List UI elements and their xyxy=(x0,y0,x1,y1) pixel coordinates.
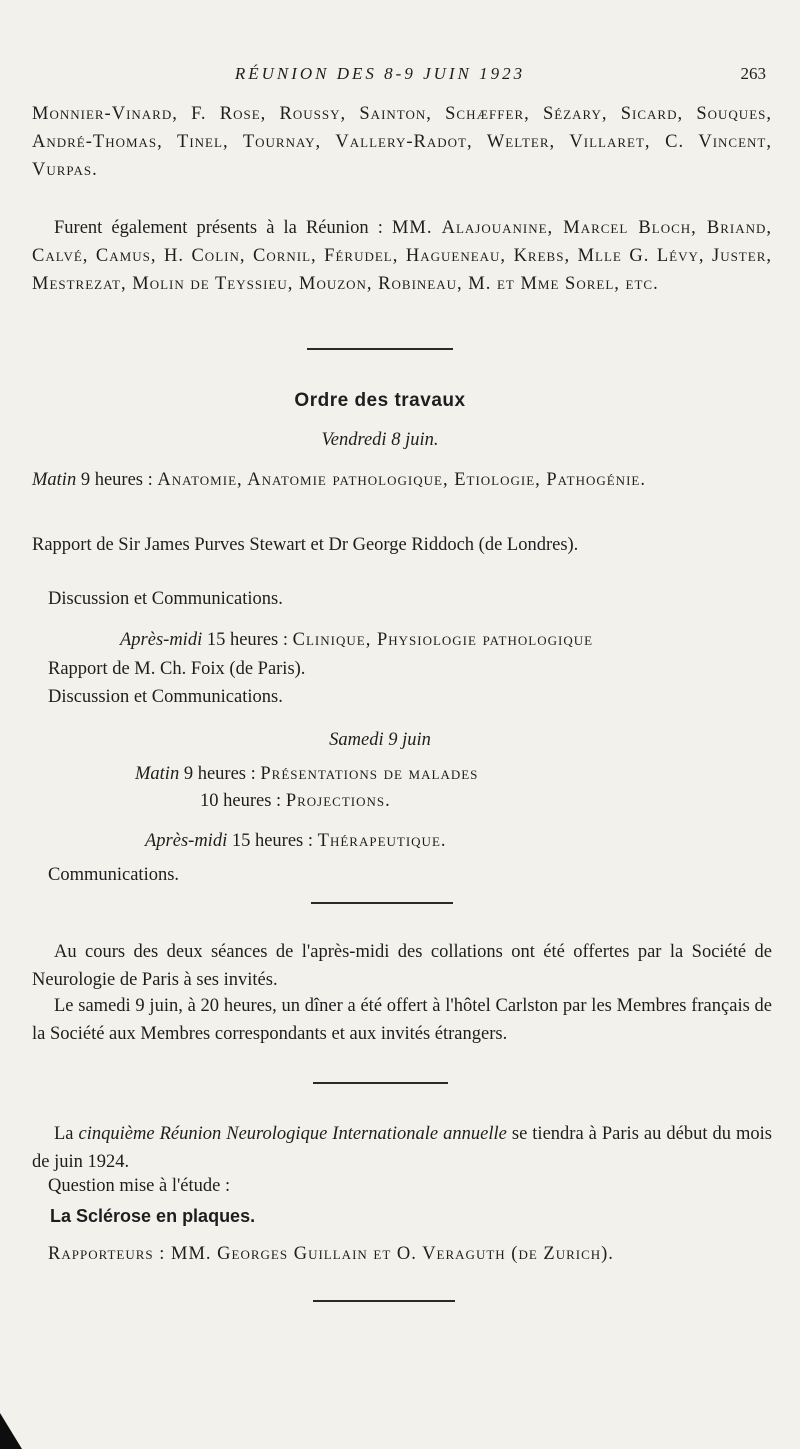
morning-label: Matin xyxy=(32,470,77,490)
sat-morning-label: Matin xyxy=(135,764,180,784)
discussion-1: Discussion et Communications. xyxy=(48,589,283,609)
present-names: MM. Alajouanine, Marcel Bloch, Briand, Calvé, Camus, H. Colin, Cornil, Férudel, Hagueneau, Krebs, Mlle G. Lévy, Juster, Mestrezat, Molin de Teyssieu, Mouzon, Robineau, M. et Mme Sorel, etc. xyxy=(32,218,772,294)
next-meeting-prefix: La xyxy=(54,1124,79,1144)
discussion-2: Discussion et Communications. xyxy=(48,687,283,707)
divider xyxy=(313,1082,448,1084)
sat-morning-topic: Présentations de malades xyxy=(260,764,479,784)
communications: Communications. xyxy=(48,865,180,885)
study-topic: La Sclérose en plaques. xyxy=(50,1206,256,1226)
morning-topics: Anatomie, Anatomie pathologique, Etiologie, Pathogénie. xyxy=(157,470,646,490)
friday-afternoon-session xyxy=(120,630,593,651)
afternoon-time: 15 heures : xyxy=(202,630,293,650)
saturday-morning-session xyxy=(135,764,478,785)
page-number: 263 xyxy=(740,64,766,83)
saturday-afternoon-session xyxy=(145,831,447,852)
rapporteurs xyxy=(48,1244,614,1265)
report-2: Rapport de M. Ch. Foix (de Paris). xyxy=(48,659,306,679)
section-title: Ordre des travaux xyxy=(294,390,466,411)
question-label: Question mise à l'étude : xyxy=(48,1176,231,1196)
day-heading-saturday: Samedi 9 juin xyxy=(329,730,431,750)
divider xyxy=(311,902,453,904)
next-meeting-name: cinquième Réunion Neurologique Internationale annuelle xyxy=(78,1124,507,1144)
present-members-paragraph xyxy=(32,214,772,298)
next-meeting-suffix: se tiendra à Paris au début du mois de juin 1924. xyxy=(32,1124,772,1172)
sat-afternoon-time: 15 heures : xyxy=(227,831,318,851)
next-meeting-announcement xyxy=(32,1120,772,1176)
afternoon-label: Après-midi xyxy=(120,630,203,650)
present-intro: Furent également présents à la Réunion : xyxy=(54,218,392,238)
afternoon-topics: Clinique, Physiologie pathologique xyxy=(292,630,594,650)
sat-afternoon-label: Après-midi xyxy=(145,831,228,851)
sat-afternoon-topic: Thérapeutique. xyxy=(317,831,447,851)
collations-note: Au cours des deux séances de l'après-midi des collations ont été offertes par la Société de Neurologie de Paris à ses invités. xyxy=(32,942,772,990)
friday-morning-session xyxy=(32,466,772,494)
divider xyxy=(307,348,453,350)
sat-morning-time: 9 heures : xyxy=(179,764,261,784)
members-list: Monnier-Vinard, F. Rose, Roussy, Sainton, Schæffer, Sézary, Sicard, Souques, André-Thomas, Tinel, Tournay, Vallery-Radot, Welter, Villaret, C. Vincent, Vurpas. xyxy=(32,104,772,180)
sat-10h-time: 10 heures : xyxy=(200,791,286,811)
dinner-note: Le samedi 9 juin, à 20 heures, un dîner a été offert à l'hôtel Carlston par les Membres français de la Société aux Membres correspondants et aux invités étrangers. xyxy=(32,996,772,1044)
running-header xyxy=(0,62,800,90)
report-1: Rapport de Sir James Purves Stewart et Dr George Riddoch (de Londres). xyxy=(32,535,579,555)
saturday-10h-session xyxy=(200,791,391,812)
rapporteurs-text: Rapporteurs : MM. Georges Guillain et O. Veraguth (de Zurich). xyxy=(48,1244,614,1264)
divider xyxy=(313,1300,455,1302)
sat-10h-topic: Projections. xyxy=(285,791,391,811)
day-heading-friday: Vendredi 8 juin. xyxy=(321,430,439,450)
running-title: RÉUNION DES 8-9 JUIN 1923 xyxy=(234,64,526,83)
scan-edge-mark xyxy=(0,1413,22,1449)
morning-time: 9 heures : xyxy=(80,470,158,490)
